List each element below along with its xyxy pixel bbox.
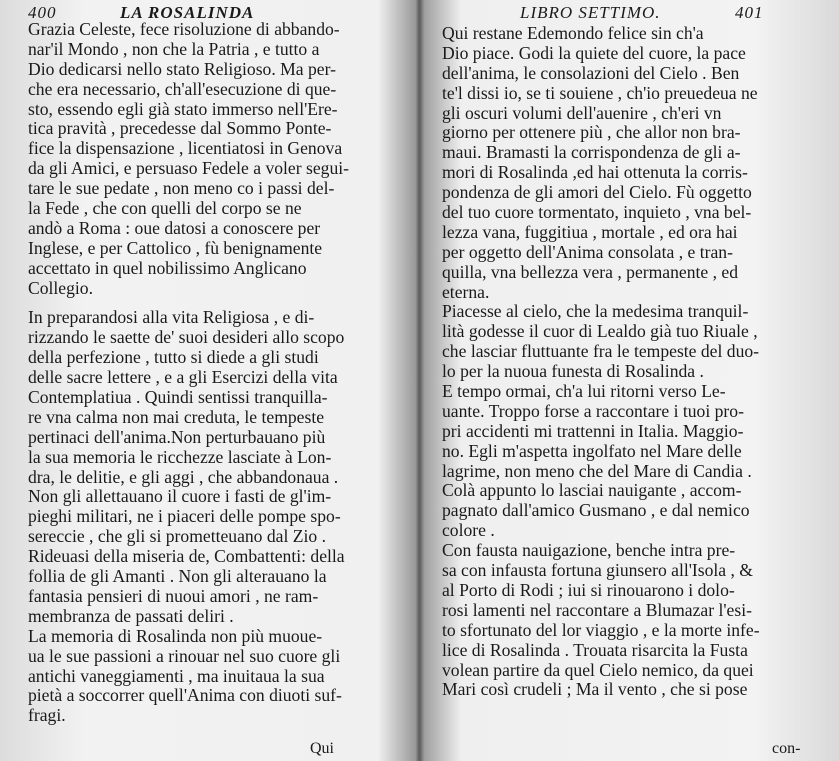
text-line: accettato in quel nobilissimo Anglicano [28, 257, 307, 278]
text-line: la sua memoria le ricchezze lasciate à Lon- [28, 446, 332, 467]
text-line: rosi lamenti nel raccontare a Blumazar l'esi- [442, 599, 752, 620]
text-line: al Porto di Rodi ; iui si rinouarono i dolo- [442, 579, 735, 600]
left-page-text [28, 20, 398, 726]
text-line: gli oscuri volumi dell'auenire , ch'eri vn [442, 102, 722, 123]
text-line: lagrime, non meno che del Mare di Candia . [442, 460, 752, 481]
text-line: fice la dispensazione , licentiatosi in Genova [28, 138, 343, 159]
text-line: pietà a soccorrer quell'Anima con diuoti suf- [28, 685, 342, 706]
text-line: lo per la nuoua funesta di Rosalinda . [442, 361, 704, 382]
left-page-number: 400 [28, 3, 57, 22]
text-line: sto, essendo egli già stato immerso nell'Ere- [28, 98, 338, 119]
right-page-number: 401 [735, 3, 764, 22]
left-running-head: LA ROSALINDA [120, 3, 255, 22]
text-line: lezza vana, fuggitiua , mortale , ed ora hai [442, 221, 738, 242]
text-line: E tempo ormai, ch'a lui ritorni verso Le- [442, 381, 726, 402]
text-line: Colà appunto lo lasciai nauigante , accom- [442, 480, 742, 501]
text-line: Grazia Celeste, fece risoluzione di abbando- [28, 19, 340, 39]
text-line: In preparandosi alla vita Religiosa , e di- [28, 307, 315, 328]
text-line: Contemplatiua . Quindi sentissi tranquilla- [28, 387, 328, 408]
text-line: volean partire da quel Cielo nemico, da quei [442, 659, 754, 680]
text-line: to sfortunato del lor viaggio , e la morte infe- [442, 619, 760, 640]
text-line: antichi vaneggiamenti , ma inuitaua la sua [28, 665, 325, 686]
text-line: follia de gli Amanti . Non gli alterauano la [28, 566, 327, 587]
text-line: andò a Roma : oue datosi a conoscere per [28, 217, 321, 238]
text-line: Rideuasi della miseria de, Combattenti: della [28, 546, 345, 567]
text-line: Dio dedicarsi nello stato Religioso. Ma per- [28, 58, 336, 79]
text-line: colore . [442, 520, 495, 541]
text-line: mori di Rosalinda ,ed hai ottenuta la corris- [442, 162, 748, 183]
text-line: tica pravità , precedesse dal Sommo Ponte- [28, 118, 332, 139]
text-line: da gli Amici, e persuaso Fedele a voler segui- [28, 158, 349, 179]
text-line: delle sacre lettere , e a gli Esercizi della vita [28, 367, 338, 388]
text-line: pri accidenti mi trattenni in Italia. Maggio- [442, 420, 744, 441]
text-line: che lasciar fluttuante fra le tempeste del duo- [442, 341, 760, 362]
text-line: sa con infausta fortuna giunsero all'Isola , & [442, 560, 753, 581]
right-catchword: con- [772, 740, 801, 757]
text-line: pertinaci dell'anima.Non perturbauano più [28, 426, 326, 447]
text-line: uante. Troppo forse a raccontare i tuoi pro- [442, 400, 744, 421]
text-line: Qui restane Edemondo felice sin ch'a [442, 23, 704, 43]
text-line: della perfezione , tutto si diede a gli studi [28, 347, 319, 368]
text-line: pieghi militari, ne i piaceri delle pompe spo- [28, 506, 341, 527]
text-line: Non gli allettauano il cuore i fasti de gl'im- [28, 486, 332, 507]
text-line: nar'il Mondo , non che la Patria , e tutto a [28, 38, 320, 59]
text-line: lice di Rosalinda . Trouata risarcita la Fusta [442, 639, 748, 660]
text-line: membranza de passati deliri . [28, 605, 234, 626]
right-running-head: LIBRO SETTIMO. [520, 3, 661, 22]
text-line: sereccie , che gli si prometteuano dal Zio . [28, 526, 327, 547]
right-page-text [442, 24, 827, 700]
text-line: tare le sue pedate , non meno co i passi del- [28, 178, 335, 199]
left-catchword: Qui [310, 740, 334, 757]
text-line: te'l dissi io, se ti souiene , ch'io preuedeua ne [442, 82, 758, 103]
text-line: dell'anima, le consolazioni del Cielo . Ben [442, 62, 740, 83]
text-line: eterna. [442, 281, 490, 302]
text-line: no. Egli m'aspetta ingolfato nel Mare delle [442, 440, 742, 461]
text-line: fantasia pensieri di nuoui amori , ne ram- [28, 585, 319, 606]
right-page-header [420, 3, 839, 23]
text-line: Con fausta nauigazione, benche intra pre- [442, 540, 736, 561]
text-line: ua le sue passioni a rinouar nel suo cuore gli [28, 645, 341, 666]
text-line: fragi. [28, 705, 66, 726]
text-line: che era necessario, ch'all'esecuzione di que- [28, 78, 337, 99]
text-line: giorno per ottenere più , che allor non bra- [442, 122, 741, 143]
text-line: pondenza de gli amori del Cielo. Fù oggetto [442, 182, 752, 203]
text-line: maui. Bramasti la corrispondenza de gli a- [442, 142, 741, 163]
text-line: del tuo cuore tormentato, inquieto , vna bel- [442, 202, 752, 223]
text-line: rizzando le saette de' suoi desideri allo scopo [28, 327, 345, 348]
text-line: Piacesse al cielo, che la medesima tranquil- [442, 301, 749, 322]
right-page [420, 0, 839, 761]
text-line: pagnato dall'amico Gusmano , e dal nemico [442, 500, 750, 521]
text-line: La memoria di Rosalinda non più muoue- [28, 625, 323, 646]
text-line: lità godesse il cuor di Lealdo già tuo Riuale , [442, 321, 758, 342]
left-page [0, 0, 410, 761]
text-line: re vna calma non mai creduta, le tempeste [28, 406, 325, 427]
text-line: Inglese, e per Cattolico , fù benignamente [28, 237, 323, 258]
text-line: per oggetto dell'Anima consolata , e tran- [442, 241, 733, 262]
text-line: Dio piace. Godi la quiete del cuore, la pace [442, 42, 746, 63]
text-line: dra, le delitie, e gli aggi , che abbandonaua . [28, 466, 339, 487]
text-line: la Fede , che con quelli del corpo se ne [28, 198, 302, 219]
text-line: Collegio. [28, 277, 93, 298]
text-line: quilla, vna bellezza vera , permanente , ed [442, 261, 739, 282]
text-line: Mari così crudeli ; Ma il vento , che si pose [442, 679, 748, 700]
